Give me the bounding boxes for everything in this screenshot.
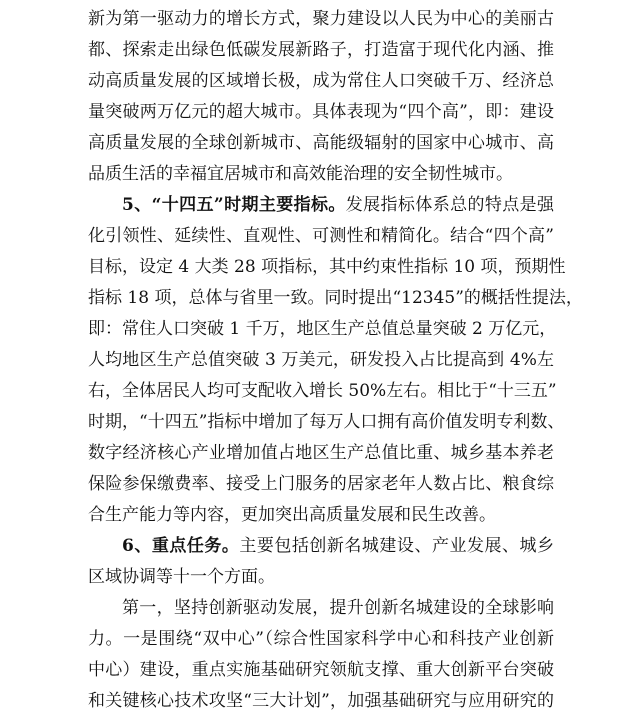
paragraph-text: 主要包括创新名城建设、产业发展、城乡 (239, 536, 554, 556)
paragraph-3-line: 区域协调等十一个方面。 (88, 567, 275, 587)
paragraph-2-line: 人均地区生产总值突破 3 万美元，研发投入占比提高到 4%左 (88, 350, 554, 370)
paragraph-1-line: 高质量发展的全球创新城市、高能级辐射的国家中心城市、高 (88, 133, 554, 153)
paragraph-4-line: 中心）建设，重点实施基础研究领航支撑、重大创新平台突破 (88, 660, 554, 680)
paragraph-2-line: 指标 18 项，总体与省里一致。同时提出“12345”的概括性提法， (88, 288, 583, 308)
paragraph-2-line: 保险参保缴费率、接受上门服务的居家老年人数占比、粮食综 (88, 474, 554, 494)
paragraph-4-first-line: 第一，坚持创新驱动发展，提升创新名城建设的全球影响 (122, 598, 554, 618)
paragraph-2-line: 合生产能力等内容，更加突出高质量发展和民生改善。 (88, 505, 496, 525)
paragraph-1-line: 动高质量发展的区域增长极，成为常住人口突破千万、经济总 (88, 71, 554, 91)
paragraph-1-line: 品质生活的幸福宜居城市和高效能治理的安全韧性城市。 (88, 164, 513, 184)
paragraph-2-line: 时期，“十四五”指标中增加了每万人口拥有高价值发明专利数、 (88, 412, 565, 432)
paragraph-2-first-line (88, 190, 554, 220)
paragraph-2-line: 即：常住人口突破 1 千万，地区生产总值总量突破 2 万亿元， (88, 319, 557, 339)
paragraph-2-line: 化引领性、延续性、直观性、可测性和精简化。结合“四个高” (88, 226, 554, 246)
paragraph-1-line: 新为第一驱动力的增长方式，聚力建设以人民为中心的美丽古 (88, 9, 554, 29)
paragraph-2-line: 目标，设定 4 大类 28 项指标，其中约束性指标 10 项，预期性 (88, 257, 566, 277)
paragraph-2-line: 数字经济核心产业增加值占地区生产总值比重、城乡基本养老 (88, 443, 554, 463)
paragraph-4-line: 力。一是围绕“双中心”（综合性国家科学中心和科技产业创新 (88, 629, 554, 649)
paragraph-1-line: 都、探索走出绿色低碳发展新路子，打造富于现代化内涵、推 (88, 40, 554, 60)
section-heading: 5、“十四五”时期主要指标。 (122, 195, 346, 215)
paragraph-2-line: 右，全体居民人均可支配收入增长 50%左右。相比于“十三五” (88, 381, 557, 401)
paragraph-4-line: 和关键核心技术攻坚“三大计划”，加强基础研究与应用研究的 (88, 691, 554, 711)
section-heading: 6、重点任务。 (122, 536, 240, 556)
paragraph-3-first-line (88, 531, 554, 561)
paragraph-text: 发展指标体系总的特点是强 (345, 195, 555, 215)
paragraph-1-line: 量突破两万亿元的超大城市。具体表现为“四个高”，即：建设 (88, 102, 554, 122)
